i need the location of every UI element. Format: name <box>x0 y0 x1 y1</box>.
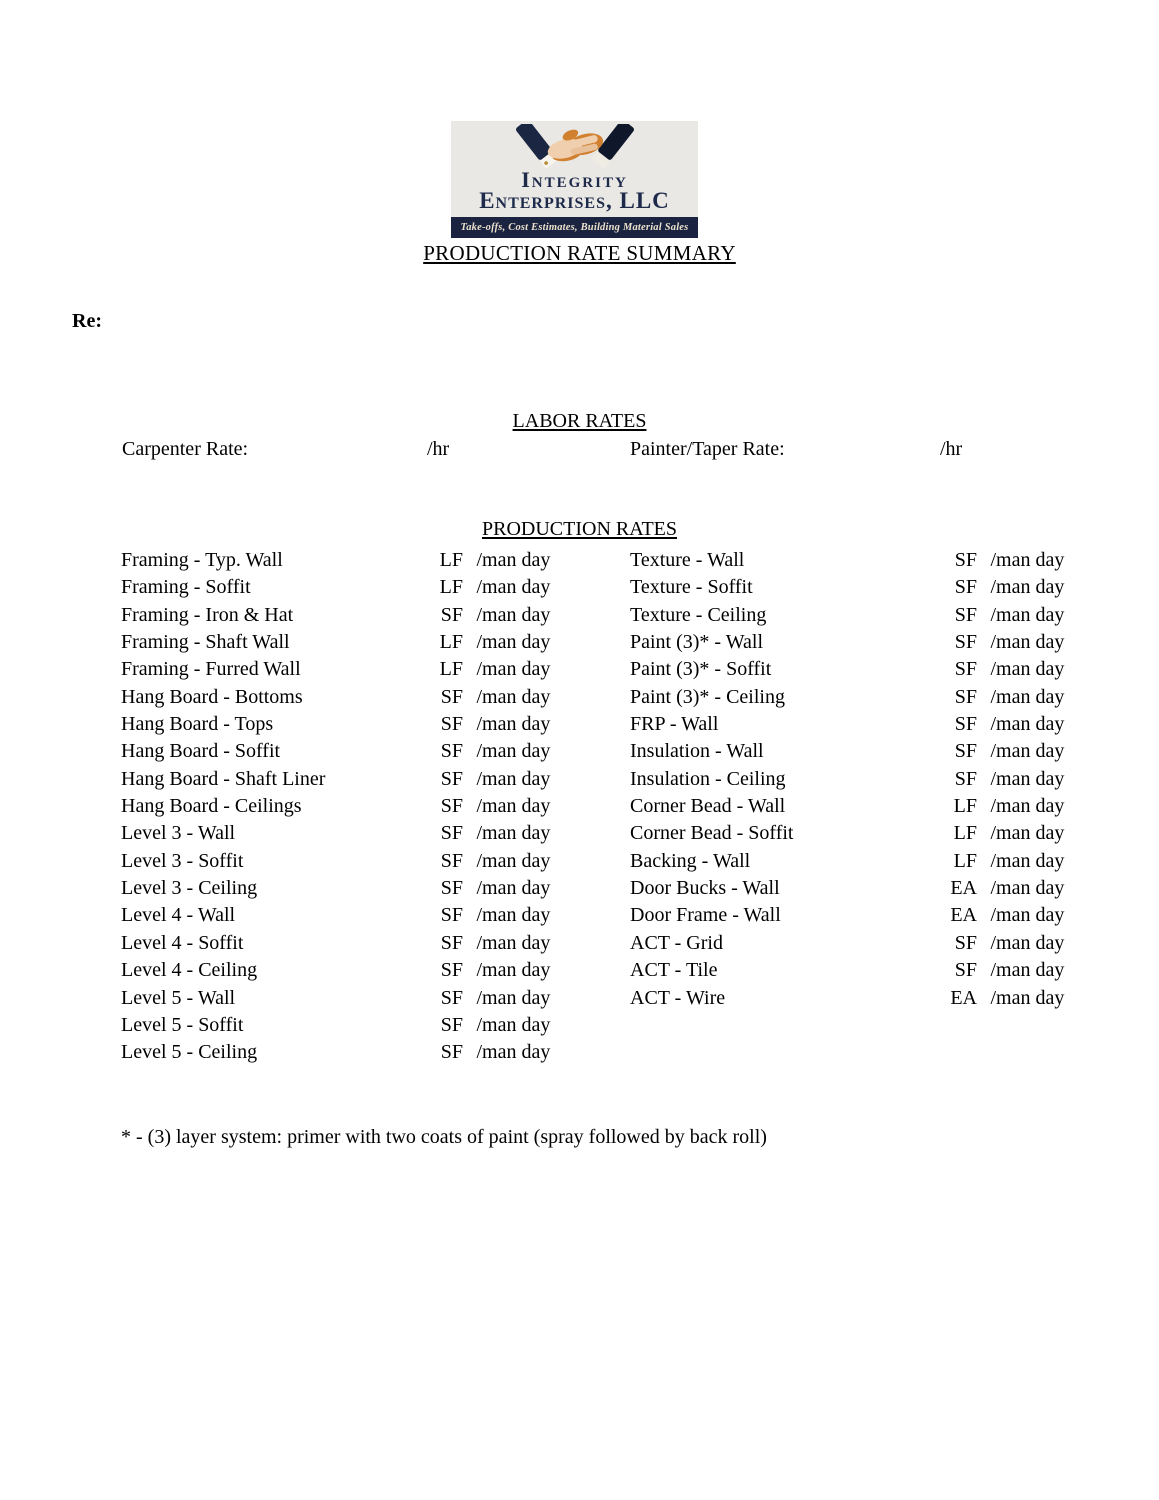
rate-item-label: Level 4 - Soffit <box>121 931 244 954</box>
rate-item-label: Level 4 - Ceiling <box>121 959 258 982</box>
painter-taper-rate-label: Painter/Taper Rate: <box>630 438 785 460</box>
rate-per-man-day: /man day <box>476 849 551 872</box>
rate-unit: SF <box>440 986 463 1009</box>
rate-per-man-day: /man day <box>990 767 1065 790</box>
rate-item-label: Backing - Wall <box>630 849 751 872</box>
rate-item-label: Level 4 - Wall <box>121 904 236 927</box>
labor-rates-heading: LABOR RATES <box>512 410 647 432</box>
rate-per-man-day: /man day <box>990 658 1065 681</box>
rate-item-label: Framing - Furred Wall <box>121 658 301 681</box>
rate-unit: LF <box>953 795 977 818</box>
rate-unit: SF <box>954 603 977 626</box>
rate-per-man-day: /man day <box>476 631 551 654</box>
rate-item-label: Level 5 - Ceiling <box>121 1041 258 1064</box>
rate-per-man-day: /man day <box>476 986 551 1009</box>
rate-row <box>121 602 566 629</box>
rate-item-label: Hang Board - Tops <box>121 713 274 736</box>
rate-unit: LF <box>439 576 463 599</box>
rate-unit: SF <box>440 740 463 763</box>
rate-row <box>630 738 1100 765</box>
rate-row <box>121 848 566 875</box>
rate-row <box>121 985 566 1012</box>
rate-per-man-day: /man day <box>990 931 1065 954</box>
production-rates-left-column <box>121 547 566 1067</box>
rate-item-label: Corner Bead - Wall <box>630 795 786 818</box>
rate-row <box>121 711 566 738</box>
rate-unit: LF <box>953 849 977 872</box>
rate-row <box>630 684 1100 711</box>
rate-row <box>121 684 566 711</box>
rate-per-man-day: /man day <box>990 986 1065 1009</box>
rate-unit: SF <box>440 904 463 927</box>
rate-row <box>630 574 1100 601</box>
rate-per-man-day: /man day <box>476 603 551 626</box>
rate-unit: LF <box>953 822 977 845</box>
rate-row <box>121 1012 566 1039</box>
rate-unit: SF <box>440 959 463 982</box>
logo-background <box>451 121 698 217</box>
rate-unit: SF <box>440 849 463 872</box>
rate-row <box>121 793 566 820</box>
rate-item-label: Texture - Wall <box>630 549 745 571</box>
rate-unit: SF <box>440 713 463 736</box>
rate-per-man-day: /man day <box>476 795 551 818</box>
rate-row <box>121 766 566 793</box>
rate-per-man-day: /man day <box>990 959 1065 982</box>
rate-row <box>121 820 566 847</box>
rate-item-label: Hang Board - Ceilings <box>121 795 302 818</box>
carpenter-rate-unit: /hr <box>427 438 450 460</box>
rate-unit: SF <box>440 1013 463 1036</box>
page-title: PRODUCTION RATE SUMMARY <box>423 241 736 265</box>
rate-unit: SF <box>954 931 977 954</box>
rate-item-label: Framing - Soffit <box>121 576 251 599</box>
rate-per-man-day: /man day <box>990 795 1065 818</box>
rate-unit: SF <box>954 549 977 571</box>
rate-item-label: Level 3 - Wall <box>121 822 236 845</box>
rate-per-man-day: /man day <box>990 631 1065 654</box>
rate-item-label: Level 5 - Soffit <box>121 1013 244 1036</box>
rate-row <box>121 547 566 574</box>
rate-item-label: Framing - Shaft Wall <box>121 631 290 654</box>
rate-unit: SF <box>440 877 463 900</box>
rate-unit: SF <box>440 795 463 818</box>
company-logo <box>451 121 698 238</box>
rate-row <box>630 711 1100 738</box>
rate-row <box>630 930 1100 957</box>
rate-item-label: ACT - Wire <box>630 986 726 1009</box>
rate-per-man-day: /man day <box>476 767 551 790</box>
rate-row <box>630 902 1100 929</box>
rate-item-label: Texture - Soffit <box>630 576 753 599</box>
rate-item-label: Hang Board - Shaft Liner <box>121 767 326 790</box>
rate-unit: SF <box>954 576 977 599</box>
rate-per-man-day: /man day <box>476 904 551 927</box>
rate-unit: SF <box>954 713 977 736</box>
rate-unit: EA <box>950 877 977 900</box>
rate-per-man-day: /man day <box>476 685 551 708</box>
rate-item-label: Door Bucks - Wall <box>630 877 780 900</box>
rate-row <box>630 602 1100 629</box>
rate-per-man-day: /man day <box>990 849 1065 872</box>
rate-unit: SF <box>440 603 463 626</box>
re-label: Re: <box>72 310 102 332</box>
carpenter-rate-label: Carpenter Rate: <box>122 438 249 460</box>
rate-per-man-day: /man day <box>476 822 551 845</box>
rate-item-label: Level 3 - Soffit <box>121 849 244 872</box>
rate-unit: SF <box>954 767 977 790</box>
rate-item-label: Paint (3)* - Soffit <box>630 658 772 681</box>
rate-item-label: Texture - Ceiling <box>630 603 767 626</box>
rate-per-man-day: /man day <box>476 1041 551 1064</box>
rate-row <box>630 547 1100 574</box>
rate-item-label: Insulation - Wall <box>630 740 764 763</box>
rate-unit: SF <box>954 740 977 763</box>
rate-row <box>630 957 1100 984</box>
rate-unit: SF <box>954 658 977 681</box>
rate-item-label: Framing - Typ. Wall <box>121 549 283 571</box>
rate-per-man-day: /man day <box>990 549 1065 571</box>
rate-item-label: ACT - Tile <box>630 959 718 982</box>
company-name-line1: Integrity <box>521 167 628 192</box>
rate-item-label: Level 3 - Ceiling <box>121 877 258 900</box>
company-name-line2: Enterprises, LLC <box>479 188 670 213</box>
rate-per-man-day: /man day <box>990 740 1065 763</box>
rate-unit: SF <box>954 685 977 708</box>
rate-per-man-day: /man day <box>476 959 551 982</box>
rate-unit: SF <box>954 631 977 654</box>
paint-system-footnote: * - (3) layer system: primer with two coats of paint (spray followed by back roll) <box>121 1126 767 1148</box>
rate-per-man-day: /man day <box>476 1013 551 1036</box>
rate-row <box>630 985 1100 1012</box>
rate-per-man-day: /man day <box>476 877 551 900</box>
rate-per-man-day: /man day <box>990 877 1065 900</box>
rate-unit: EA <box>950 986 977 1009</box>
rate-row <box>121 1039 566 1066</box>
rate-item-label: Hang Board - Soffit <box>121 740 281 763</box>
production-rates-heading: PRODUCTION RATES <box>481 518 678 540</box>
production-rates-right-column <box>630 547 1100 1012</box>
rate-row <box>630 656 1100 683</box>
rate-unit: EA <box>950 904 977 927</box>
rate-row <box>121 902 566 929</box>
rate-item-label: Framing - Iron & Hat <box>121 603 294 626</box>
rate-unit: SF <box>440 767 463 790</box>
rate-per-man-day: /man day <box>476 740 551 763</box>
rate-per-man-day: /man day <box>476 931 551 954</box>
rate-per-man-day: /man day <box>990 603 1065 626</box>
rate-item-label: Paint (3)* - Wall <box>630 631 763 654</box>
rate-row <box>630 848 1100 875</box>
rate-row <box>630 629 1100 656</box>
rate-unit: LF <box>439 631 463 654</box>
rate-item-label: Level 5 - Wall <box>121 986 236 1009</box>
rate-per-man-day: /man day <box>990 822 1065 845</box>
rate-per-man-day: /man day <box>476 549 551 571</box>
rate-row <box>630 875 1100 902</box>
company-tagline-banner: Take-offs, Cost Estimates, Building Material Sales <box>451 217 698 238</box>
rate-row <box>630 793 1100 820</box>
rate-item-label: Hang Board - Bottoms <box>121 685 303 708</box>
rate-unit: SF <box>440 822 463 845</box>
rate-per-man-day: /man day <box>476 576 551 599</box>
rate-unit: LF <box>439 658 463 681</box>
rate-item-label: Corner Bead - Soffit <box>630 822 794 845</box>
rate-per-man-day: /man day <box>476 713 551 736</box>
rate-row <box>121 930 566 957</box>
rate-per-man-day: /man day <box>990 685 1065 708</box>
rate-row <box>630 820 1100 847</box>
rate-row <box>630 766 1100 793</box>
rate-row <box>121 875 566 902</box>
rate-item-label: ACT - Grid <box>630 931 723 954</box>
handshake-icon <box>500 124 650 170</box>
rate-unit: SF <box>954 959 977 982</box>
rate-per-man-day: /man day <box>990 576 1065 599</box>
painter-taper-rate-unit: /hr <box>940 438 963 460</box>
rate-unit: SF <box>440 1041 463 1064</box>
rate-per-man-day: /man day <box>990 904 1065 927</box>
rate-row <box>121 574 566 601</box>
rate-row <box>121 957 566 984</box>
rate-per-man-day: /man day <box>476 658 551 681</box>
rate-row <box>121 629 566 656</box>
rate-row <box>121 738 566 765</box>
rate-item-label: Insulation - Ceiling <box>630 767 786 790</box>
rate-item-label: FRP - Wall <box>630 713 719 736</box>
rate-unit: SF <box>440 685 463 708</box>
rate-unit: SF <box>440 931 463 954</box>
rate-item-label: Paint (3)* - Ceiling <box>630 685 785 708</box>
rate-item-label: Door Frame - Wall <box>630 904 781 927</box>
rate-row <box>121 656 566 683</box>
rate-per-man-day: /man day <box>990 713 1065 736</box>
rate-unit: LF <box>439 549 463 571</box>
